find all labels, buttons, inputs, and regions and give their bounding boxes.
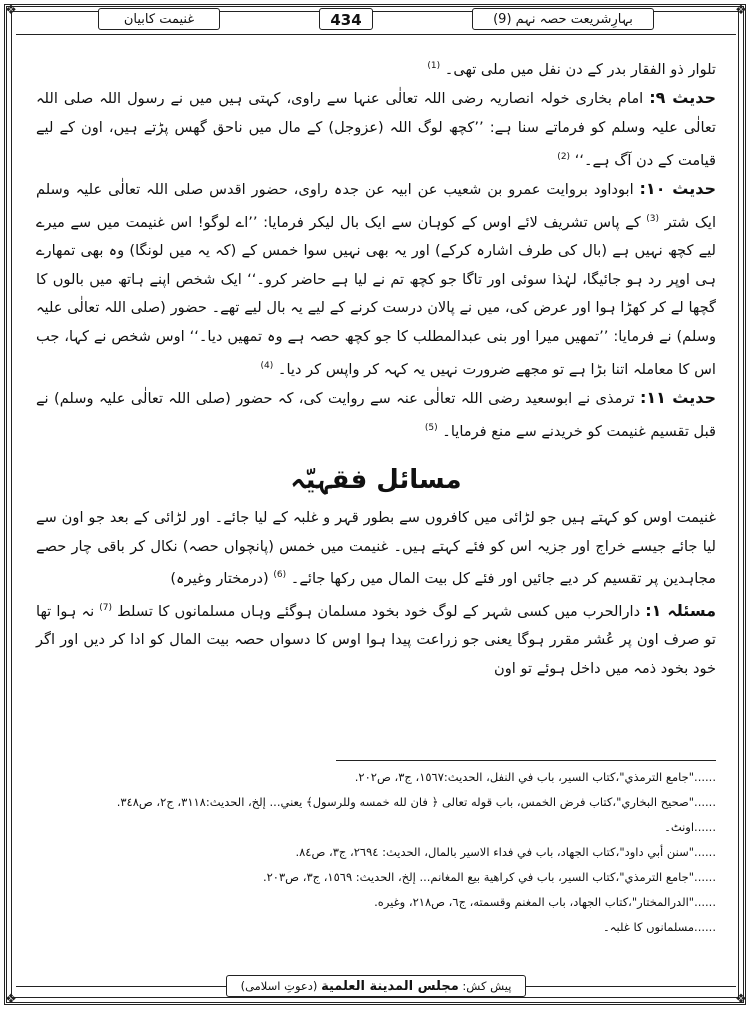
footnote: ......اونٹ۔ xyxy=(664,820,716,834)
footnote: ......"جامع الترمذي"،كتاب السير، باب في كراهية بيع المغانم... إلخ، الحديث: ١٥٦٩، ج٣، ص٢٠٣. xyxy=(262,870,716,884)
corner-ornament-icon: ❖ xyxy=(735,3,747,18)
hadith-label: حدیث ۱۱: xyxy=(640,387,716,407)
book-title: بہارِشریعت حصہ نہم (9) xyxy=(472,8,654,30)
fiqh-paragraph: غنیمت اوس کو کہتے ہیں جو لڑائی میں کافروں سے بطور قہر و غلبہ کے لیا جائے۔ اور لڑائی کے بعد جو اون سے لیا جائے جیسے خراج اور جزیہ اس کو فئے کہتے ہیں۔ غنیمت میں خمس (پانچواں حصہ) نکال کر باقی چار حصے مجاہدین پر تقسیم کر دیے جائیں اور فئے کل بیت المال میں رکھا جائے۔ $^{(6)}$ (درمختار وغیرہ) xyxy=(36,509,716,588)
footnote: ......"سنن أبي داود"،كتاب الجهاد، باب في فداء الاسير بالمال، الحديث: ٢٦٩٤، ج٣، ص٨٤. xyxy=(295,845,716,859)
hadith-label: حدیث ۹: xyxy=(649,88,716,108)
hadith-label: حدیث ۱۰: xyxy=(639,179,716,199)
section-heading: مسائل فقہیّہ xyxy=(290,465,462,496)
footnote-ref: (7) xyxy=(99,602,113,613)
source-citation: (درمختار وغیرہ) xyxy=(170,570,269,588)
footnote: ......"الدرالمختار"،كتاب الجهاد، باب المغنم وقسمته، ج٦، ص٢١٨، وغيره. xyxy=(374,895,716,909)
masala-label: مسئلہ ۱: xyxy=(645,600,717,620)
hadith-10: حدیث ۱۰: ابوداود بروایت عمرو بن شعیب عن ابیہ عن جدہ راوی، حضور اقدس صلی اللہ تعالٰی علیہ وسلم ایک شتر $^{(3)}$ کے پاس تشریف لائے اوس کے کوہان سے ایک بال لیکر فرمایا: ’’اے لوگو! اس غنیمت میں سے میرے لیے کچھ نہیں ہے (بال کی طرف اشارہ کرکے) اور یہ بھی نہیں سوا خمس کے (کہ یہ میں لونگا) وہ بھی تمھارے ہی اوپر رد ہو جائیگا، لہٰذا سوئی اور تاگا جو کچھ تم نے لیا ہے حاضر کرو۔‘‘ ایک شخص اپنے ہاتھ میں بالوں کا گچھا لے کر کھڑا ہوا اور عرض کی، میں نے پالان درست کرنے کے لیے یہ بال لیے تھے۔ حضور (صلی اللہ تعالٰی علیہ وسلم) نے فرمایا: ’’تمھیں میرا اور بنی عبدالمطلب کا جو کچھ حصہ ہے وہ تمھیں دیا۔‘‘ اوس شخص نے کہا، جب اس کا معاملہ اتنا بڑا ہے تو مجھے ضرورت نہیں یہ کہہ کر واپس کر دیا۔ $^{(4)}$ xyxy=(36,179,716,378)
page-header xyxy=(98,6,654,32)
publisher-name: مجلس المدینة العلمیة xyxy=(321,979,459,994)
corner-ornament-icon: ❖ xyxy=(5,3,17,18)
page-number: 434 xyxy=(319,8,373,30)
footnote: ......مسلمانوں کا غلبہ۔ xyxy=(603,920,716,934)
footnote-ref: (4) xyxy=(260,360,274,371)
footnote-ref: (6) xyxy=(273,570,287,581)
header-rule xyxy=(16,34,736,35)
chapter-title: غنیمت کابیان xyxy=(98,8,220,30)
footnote-ref: (2) xyxy=(557,151,571,162)
footnote-rule xyxy=(336,760,716,761)
footnote-ref: (5) xyxy=(424,422,438,433)
footnotes xyxy=(36,760,716,940)
publisher-box: پیش کش: مجلس المدینة العلمیة (دعوتِ اسلامی) xyxy=(226,975,527,997)
footnote-ref: (1) xyxy=(427,61,441,71)
corner-ornament-icon: ❖ xyxy=(735,992,747,1007)
footnote: ......"جامع الترمذي"،كتاب السير، باب في النفل، الحديث:١٥٦٧، ج٣، ص٢٠٢. xyxy=(354,770,716,784)
hadith-11: حدیث ۱۱: ترمذی نے ابوسعید رضی اللہ تعالٰی عنہ سے روایت کی، کہ حضور (صلی اللہ تعالٰی علیہ وسلم) نے قبل تقسیم غنیمت کو خریدنے سے منع فرمایا۔ $^{(5)}$ xyxy=(36,387,716,440)
page-footer xyxy=(0,975,752,997)
corner-ornament-icon: ❖ xyxy=(5,992,17,1007)
footnote-ref: (3) xyxy=(646,213,660,224)
masala-1: مسئلہ ۱: دارالحرب میں کسی شہر کے لوگ خود بخود مسلمان ہوگئے وہاں مسلمانوں کا تسلط $^{(7)}$ نہ ہوا تھا تو صرف اون پر عُشر مقرر ہوگا یعنی جو زراعت پیدا ہوا اوس کا دسواں حصہ بیت المال کو ادا کر دیں اور اگر خود بخود ذمہ میں داخل ہوئے تو اون xyxy=(36,600,717,677)
footnote: ......"صحيح البخاري"،كتاب فرض الخمس، باب قوله تعالى ﴿ فان لله خمسه وللرسول﴾ يعني... إلخ، الحديث:٣١١٨، ج٢، ص٣٤٨. xyxy=(116,795,716,809)
page-body xyxy=(36,52,716,683)
hadith-9: حدیث ۹: امام بخاری خولہ انصاریہ رضی اللہ تعالٰی عنہا سے راوی، کہتی ہیں میں نے رسول اللہ صلی اللہ تعالٰی علیہ وسلم کو فرماتے سنا ہے: ’’کچھ لوگ اللہ (عزوجل) کے مال میں ناحق گھس پڑتے ہیں، اون کے لیے قیامت کے دن آگ ہے۔‘‘ $^{(2)}$ xyxy=(36,88,716,169)
intro-line: تلوار ذو الفقار بدر کے دن نفل میں ملی تھی۔ $^{(1)}$ xyxy=(427,60,716,78)
